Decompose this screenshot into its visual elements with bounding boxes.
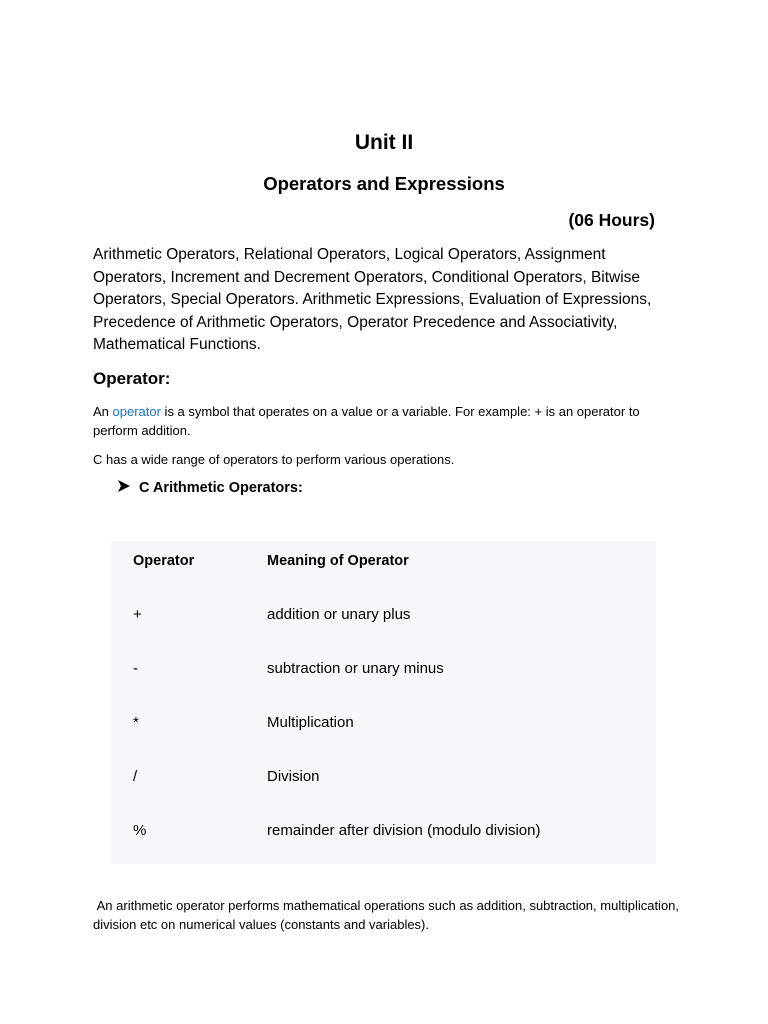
operator-meaning: subtraction or unary minus — [267, 660, 444, 677]
operator-symbol: % — [133, 822, 147, 839]
bullet-label: C Arithmetic Operators: — [139, 480, 303, 496]
operator-symbol: * — [133, 714, 139, 731]
operator-symbol: / — [133, 768, 138, 785]
operator-meaning: Multiplication — [267, 714, 354, 731]
arithmetic-operators-table — [111, 541, 656, 864]
syllabus-paragraph: Arithmetic Operators, Relational Operators, Logical Operators, Assignment Operators, Increment and Decrement Operators, Conditional Operators, Bitwise Operators, Special Operators. Arithmetic Expressions, Evaluation of Expressions, Precedence of Arithmetic Operators, Operator Precedence and Associativity, Mathematical Functions. — [93, 246, 652, 353]
table-row — [111, 606, 656, 628]
header-operator: Operator — [133, 553, 195, 569]
operator-meaning: remainder after division (modulo division) — [267, 822, 541, 839]
operator-symbol: - — [133, 660, 138, 677]
table-header-row — [111, 553, 656, 575]
table-row — [111, 714, 656, 736]
operator-intro-paragraph — [93, 402, 683, 440]
intro-prefix: An — [93, 404, 113, 419]
operator-heading: Operator: — [93, 369, 171, 388]
intro-suffix: is a symbol that operates on a value or a variable. For example: + is an operator to perform addition. — [93, 404, 640, 438]
operator-meaning: Division — [267, 768, 320, 785]
operator-meaning: addition or unary plus — [267, 606, 411, 623]
arithmetic-operators-bullet — [117, 480, 303, 496]
table-row — [111, 660, 656, 682]
chapter-title: Operators and Expressions — [263, 173, 505, 194]
unit-title: Unit II — [354, 131, 414, 154]
operators-range-paragraph: C has a wide range of operators to perform various operations. — [93, 452, 455, 467]
header-meaning: Meaning of Operator — [267, 553, 409, 569]
table-row — [111, 822, 656, 844]
operator-link[interactable]: operator — [112, 404, 161, 419]
operator-symbol: + — [133, 606, 142, 623]
arrowhead-bullet-icon — [117, 480, 139, 496]
arithmetic-operator-description: An arithmetic operator performs mathematical operations such as addition, subtraction, multiplication, division etc on numerical values (constants and variables). — [93, 898, 683, 932]
table-row — [111, 768, 656, 790]
hours-label: (06 Hours) — [568, 210, 655, 230]
